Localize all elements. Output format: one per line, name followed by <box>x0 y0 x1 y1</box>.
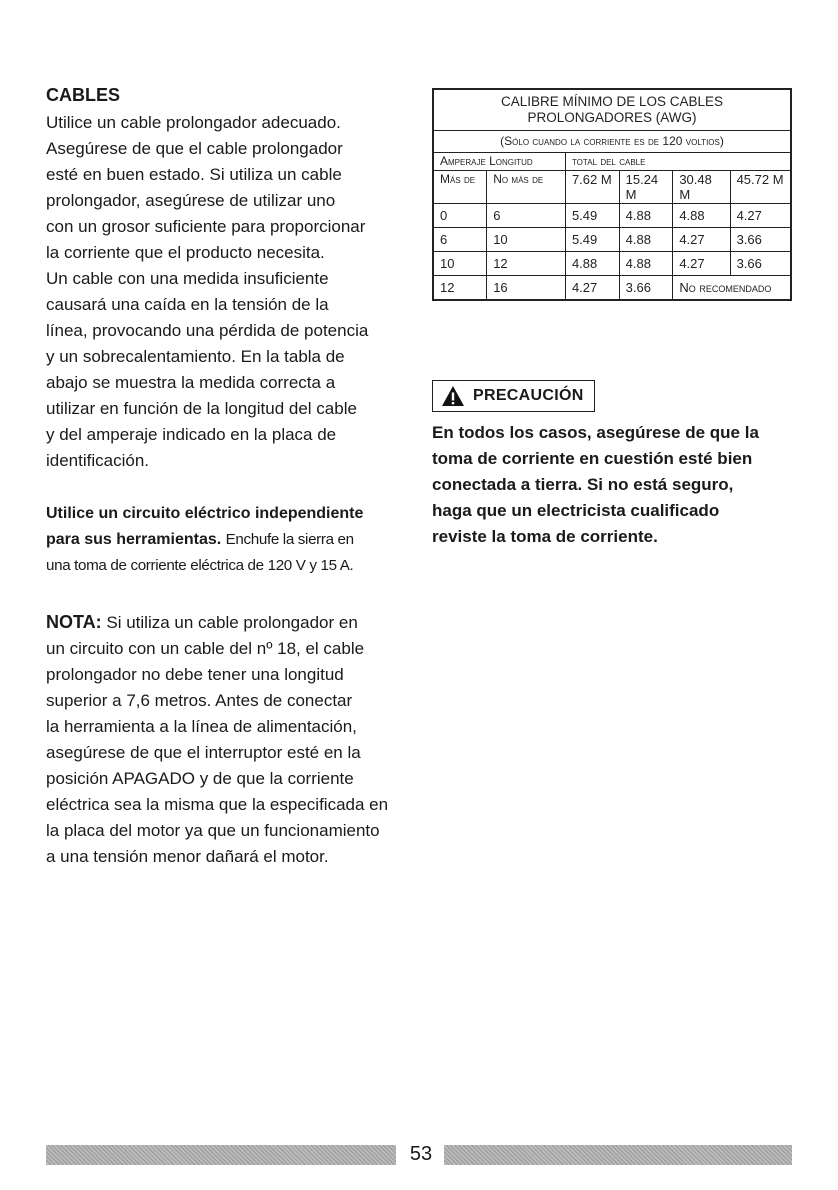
table-cell: 3.66 <box>619 276 673 301</box>
table-row <box>433 204 791 228</box>
caution-text <box>432 420 782 550</box>
caution-line: toma de corriente en cuestión esté bien <box>432 449 753 468</box>
cables-line: la corriente que el producto necesita. <box>46 243 325 262</box>
cables-line: prolongador, asegúrese de utilizar uno <box>46 191 336 210</box>
nota-line: eléctrica sea la misma que la especificada en <box>46 795 389 814</box>
caution-badge <box>432 380 595 412</box>
caution-line: conectada a tierra. Si no está seguro, <box>432 475 734 494</box>
col-length: 45.72 M <box>730 171 791 204</box>
table-cell: 4.88 <box>619 228 673 252</box>
circuit-line-2 <box>46 527 416 553</box>
nota-line: asegúrese de que el interruptor esté en la <box>46 743 361 762</box>
caution-label: PRECAUCIÓN <box>473 387 584 404</box>
cables-line: utilizar en función de la longitud del cable <box>46 399 357 418</box>
cables-line: abajo se muestra la medida correcta a <box>46 373 336 392</box>
nota-line: prolongador no debe tener una longitud <box>46 665 344 684</box>
col-mas-de: Más de <box>433 171 487 204</box>
col-no-mas-de: No más de <box>487 171 566 204</box>
table-row <box>433 252 791 276</box>
nota-first-line <box>46 609 416 636</box>
nota-label: NOTA: <box>46 612 102 632</box>
table-cell: 4.88 <box>619 204 673 228</box>
table-subtitle-row <box>433 131 791 153</box>
awg-table <box>432 88 792 301</box>
table-cell: 4.27 <box>730 204 791 228</box>
circuit-line-3: una toma de corriente eléctrica de 120 V y 15 A. <box>46 557 354 574</box>
caution-line: haga que un electricista cualificado <box>432 501 720 520</box>
cables-paragraph <box>46 110 416 474</box>
cables-line: esté en buen estado. Si utiliza un cable <box>46 165 342 184</box>
footer-bar-left <box>46 1145 396 1165</box>
table-subheader-row <box>433 171 791 204</box>
nota-line: a una tensión menor dañará el motor. <box>46 847 329 866</box>
table-cell: 4.88 <box>619 252 673 276</box>
not-recommended-cell: No recomendado <box>673 276 791 301</box>
table-cell: 4.88 <box>673 204 730 228</box>
cables-line: Un cable con una medida insuficiente <box>46 269 329 288</box>
table-title <box>433 89 791 131</box>
cables-line: y un sobrecalentamiento. En la tabla de <box>46 347 345 366</box>
table-title-line: CALIBRE MÍNIMO DE LOS CABLES <box>500 94 724 109</box>
cables-line: causará una caída en la tensión de la <box>46 295 329 314</box>
nota-line: posición APAGADO y de que la corriente <box>46 769 354 788</box>
col-length: 30.48 M <box>673 171 730 204</box>
nota-line: la placa del motor ya que un funcionamiento <box>46 821 380 840</box>
table-title-line: PROLONGADORES (AWG) <box>527 110 697 125</box>
table-row <box>433 276 791 301</box>
table-cell: 12 <box>433 276 487 301</box>
page-number: 53 <box>409 1143 433 1165</box>
table-cell: 4.88 <box>565 252 619 276</box>
circuit-bold-line: Utilice un circuito eléctrico independiente <box>46 505 364 522</box>
caution-block <box>432 380 782 550</box>
table-cell: 16 <box>487 276 566 301</box>
table-cell: 10 <box>433 252 487 276</box>
left-column <box>46 84 416 870</box>
nota-line: la herramienta a la línea de alimentación, <box>46 717 357 736</box>
table-cell: 4.27 <box>565 276 619 301</box>
table-cell: 5.49 <box>565 204 619 228</box>
table-subtitle: (Sólo cuando la corriente es de 120 voltios) <box>433 131 791 153</box>
circuit-rest: Enchufe la sierra en <box>225 531 354 548</box>
table-cell: 5.49 <box>565 228 619 252</box>
cables-line: y del amperaje indicado en la placa de <box>46 425 337 444</box>
table-cell: 6 <box>487 204 566 228</box>
circuit-paragraph <box>46 501 416 579</box>
cables-line: Asegúrese de que el cable prolongador <box>46 139 343 158</box>
cables-line: Utilice un cable prolongador adecuado. <box>46 113 341 132</box>
caution-line: reviste la toma de corriente. <box>432 527 658 546</box>
table-cell: 3.66 <box>730 252 791 276</box>
table-cell: 6 <box>433 228 487 252</box>
cables-heading: CABLES <box>46 85 121 105</box>
table-cell: 0 <box>433 204 487 228</box>
table-header-row <box>433 153 791 171</box>
table-row <box>433 228 791 252</box>
circuit-bold-phrase: para sus herramientas. <box>46 531 222 548</box>
nota-line: superior a 7,6 metros. Antes de conectar <box>46 691 353 710</box>
table-cell: 10 <box>487 228 566 252</box>
footer-bar-right <box>444 1145 792 1165</box>
amperaje-header: Amperaje Longitud <box>433 153 565 171</box>
table-cell: 3.66 <box>730 228 791 252</box>
nota-paragraph <box>46 609 416 870</box>
col-length: 15.24 M <box>619 171 673 204</box>
table-cell: 4.27 <box>673 228 730 252</box>
table-title-row <box>433 89 791 131</box>
length-header: total del cable <box>565 153 791 171</box>
nota-first-text: Si utiliza un cable prolongador en <box>106 613 358 632</box>
table-cell: 4.27 <box>673 252 730 276</box>
cables-line: línea, provocando una pérdida de potencia <box>46 321 369 340</box>
cables-line: identificación. <box>46 451 150 470</box>
cables-line: con un grosor suficiente para proporcionar <box>46 217 366 236</box>
col-length: 7.62 M <box>565 171 619 204</box>
nota-line: un circuito con un cable del nº 18, el cable <box>46 639 365 658</box>
table-cell: 12 <box>487 252 566 276</box>
warning-triangle-icon <box>441 385 465 407</box>
caution-line: En todos los casos, asegúrese de que la <box>432 423 759 442</box>
